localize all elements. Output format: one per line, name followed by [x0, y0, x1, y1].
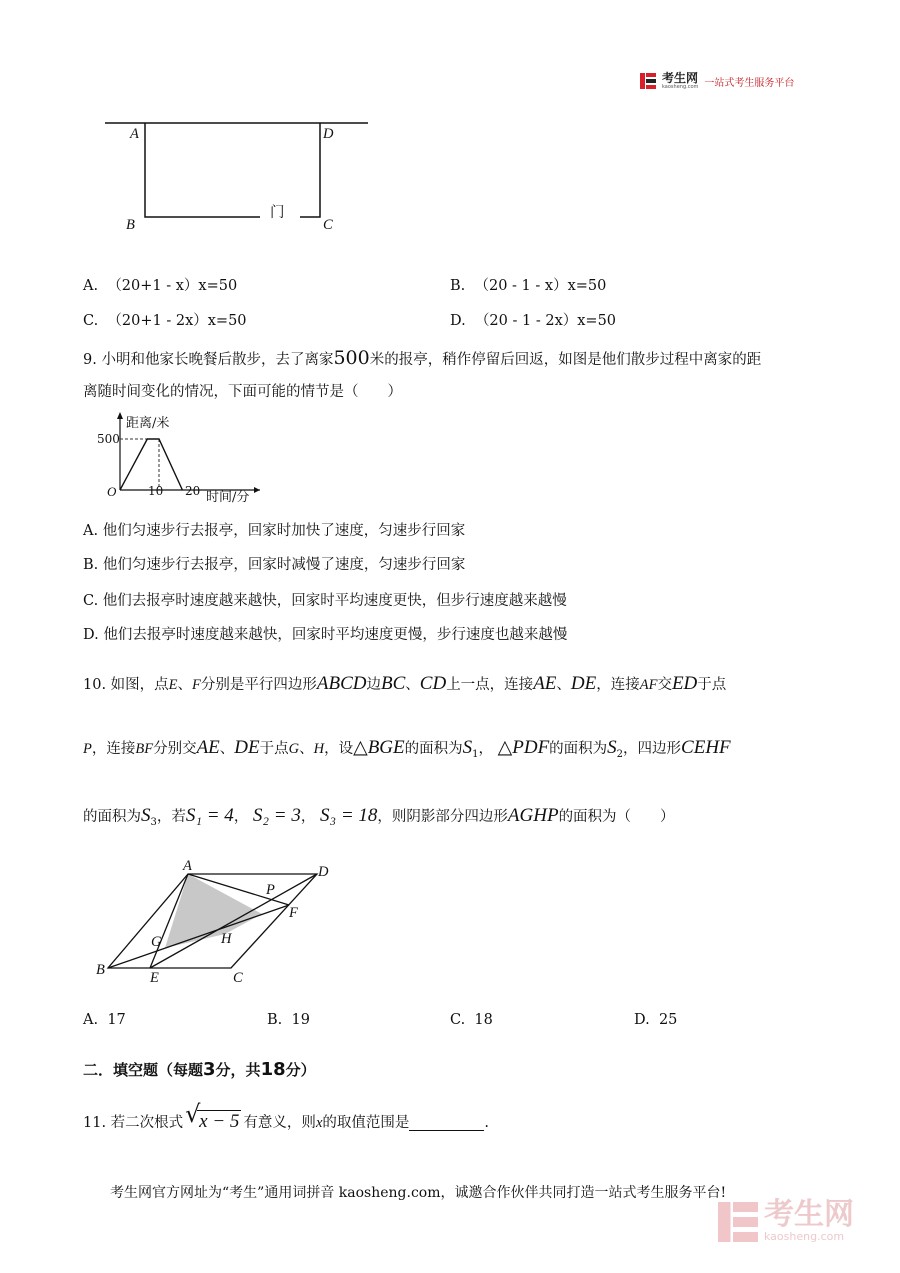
q8-option-c: C. （20+1 - 2x）x=50: [83, 313, 247, 329]
header-slogan: 一站式考生服务平台: [704, 77, 795, 89]
q9-option-d: D. 他们去报亭时速度越来越快，回家时平均速度更慢，步行速度也越来越慢: [83, 627, 568, 643]
q11-stem: 11. 若二次根式 √ x − 5 有意义，则x的取值范围是 .: [83, 1100, 489, 1132]
q9-distance-curve: [120, 439, 182, 490]
q10-stem-line1: 10. 如图，点E、F分别是平行四边形ABCD边BC、CD上一点，连接AE、DE，连接AF交ED于点: [83, 673, 727, 694]
watermark-domain: kaosheng.com: [764, 1230, 845, 1243]
header-logo: [640, 72, 794, 90]
brand-name: 考生网: [662, 71, 699, 85]
q10-stem-line2: P，连接BF分别交AE、DE于点G、H，设△BGE的面积为$S_1$， △PDF的面积为$S_2$，四边形CEHF: [83, 737, 731, 760]
q9-stem-line2: 离随时间变化的情况，下面可能的情节是（ ）: [83, 384, 402, 400]
q10-label-c: C: [233, 970, 243, 986]
q10-option-a: A. 17: [83, 1012, 126, 1028]
q8-label-c: C: [323, 217, 333, 233]
q10-label-a: A: [183, 858, 192, 874]
q8-figure: [100, 115, 380, 240]
q9-stem-line1: 9. 小明和他家长晚餐后散步，去了离家500米的报亭，稍作停留后回返，如图是他们散步过程中离家的距: [83, 347, 762, 369]
q9-y-tick-500: 500: [97, 432, 120, 446]
footer-note: 考生网官方网址为“考生”通用词拼音 kaosheng.com，诚邀合作伙伴共同打造一站式考生服务平台!: [110, 1185, 727, 1201]
q8-option-d: D. （20 - 1 - 2x）x=50: [450, 313, 617, 329]
q10-option-c: C. 18: [450, 1012, 493, 1028]
q8-label-b: B: [126, 217, 135, 233]
q11-radical: [185, 1100, 241, 1132]
q11-answer-blank[interactable]: [409, 1116, 484, 1131]
q10-option-b: B. 19: [267, 1012, 310, 1028]
q9-x-tick-10: 10: [148, 484, 164, 498]
q9-option-b: B. 他们匀速步行去报亭，回家时减慢了速度，匀速步行回家: [83, 557, 466, 573]
q9-option-a: A. 他们匀速步行去报亭，回家时加快了速度，匀速步行回家: [83, 523, 466, 539]
q9-y-axis-label: 距离/米: [126, 416, 170, 431]
q10-label-d: D: [318, 864, 329, 880]
q10-parallelogram-figure: [90, 856, 340, 986]
radical-sign-icon: √: [185, 1100, 201, 1128]
q10-label-g: G: [151, 934, 162, 950]
watermark-logo-icon: [718, 1201, 758, 1243]
q8-door-label: 门: [270, 205, 285, 221]
section-heading-fill-in: 二．填空题（每题3分，共18分）: [83, 1059, 316, 1080]
q9-origin: O: [107, 484, 117, 499]
watermark: [718, 1197, 854, 1243]
q10-option-d: D. 25: [634, 1012, 678, 1028]
q11-radicand: x − 5: [199, 1111, 240, 1132]
q10-label-e: E: [150, 970, 159, 986]
watermark-brand: 考生网: [764, 1197, 854, 1232]
q8-label-d: D: [323, 126, 334, 142]
q10-label-h: H: [221, 931, 232, 947]
brand-logo-icon: [640, 73, 656, 89]
q10-label-p: P: [266, 882, 275, 898]
q8-option-a: A. （20+1 - x）x=50: [83, 278, 238, 294]
q10-shaded-region: [165, 874, 262, 948]
q10-label-f: F: [289, 905, 298, 921]
q9-x-axis-label: 时间/分: [206, 490, 250, 505]
q8-label-a: A: [130, 126, 139, 142]
q8-option-b: B. （20 - 1 - x）x=50: [450, 278, 607, 294]
brand-domain: kaosheng.com: [662, 84, 699, 90]
q9-x-tick-20: 20: [185, 484, 201, 498]
q10-stem-line3: 的面积为$S_3$，若S₁ = 4， S₂ = 3， S₃ = 18，则阴影部分四边形AGHP的面积为（ ）: [83, 805, 675, 828]
q10-label-b: B: [96, 962, 105, 978]
q9-option-c: C. 他们去报亭时速度越来越快，回家时平均速度更快，但步行速度越来越慢: [83, 593, 567, 609]
